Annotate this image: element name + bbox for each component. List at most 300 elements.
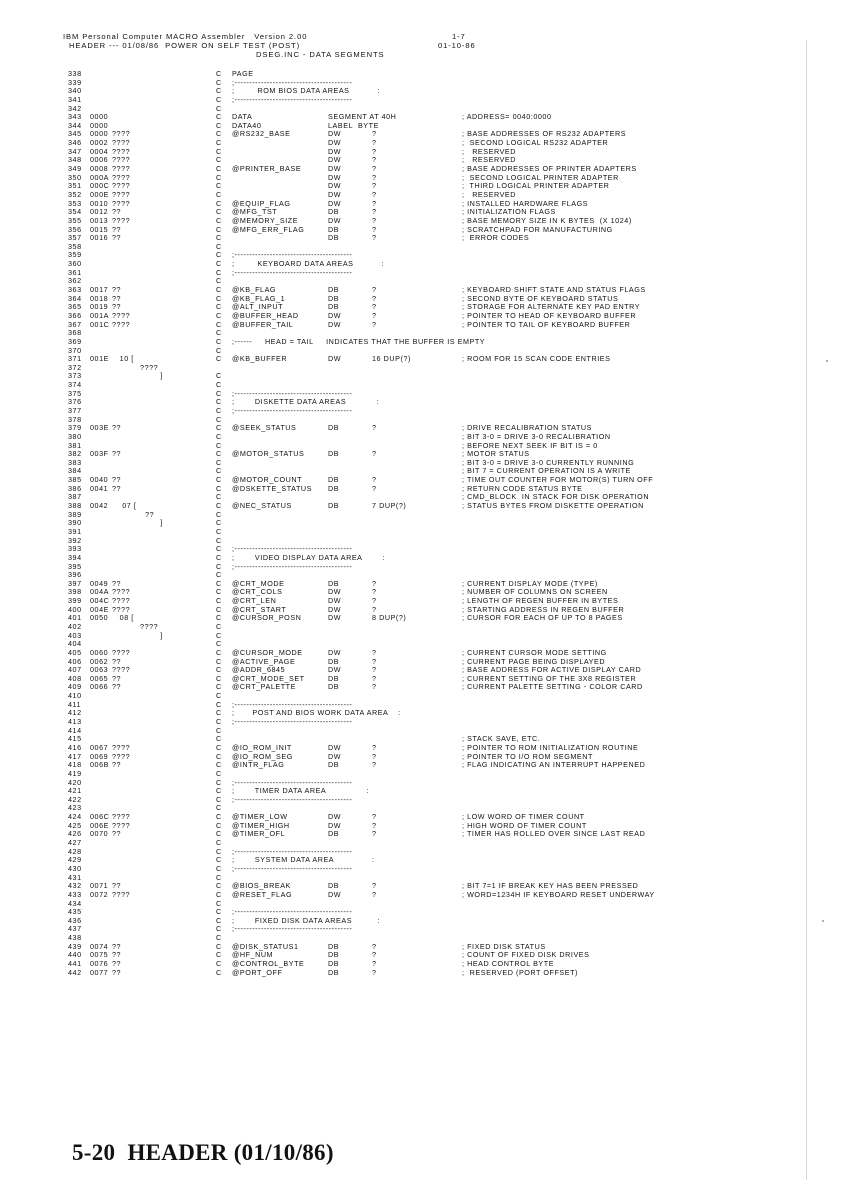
source-flag: C: [216, 958, 222, 968]
listing-line: [0, 260, 842, 269]
location-counter: 003F: [90, 449, 109, 459]
line-number: 437: [68, 924, 82, 934]
source-flag: C: [216, 872, 222, 882]
location-counter: 0063: [90, 665, 109, 675]
header-line-2-right: 01-10-86: [438, 41, 476, 50]
comment: ; LOW WORD OF TIMER COUNT: [462, 812, 585, 822]
location-counter: 0000: [90, 112, 109, 122]
operand: ?: [372, 760, 377, 770]
comment: ; CURRENT SETTING OF THE 3X8 REGISTER: [462, 673, 637, 683]
listing-line: [0, 433, 842, 442]
label: @DSKETTE_STATUS: [232, 483, 312, 493]
listing-line: [0, 251, 842, 260]
comment: ; HEAD CONTROL BYTE: [462, 958, 555, 968]
header-line-2-left: HEADER --- 01/08/86 POWER ON SELF TEST (POST): [69, 41, 301, 50]
operation: DW: [328, 310, 342, 320]
source-text: ; TIMER DATA AREA :: [232, 786, 370, 796]
source-flag: C: [216, 198, 222, 208]
label: @MEMORY_SIZE: [232, 215, 299, 225]
line-number: 382: [68, 449, 82, 459]
comment: ; CMD_BLOCK IN STACK FOR DISK OPERATION: [462, 492, 650, 502]
source-flag: C: [216, 293, 222, 303]
object-code: ??: [112, 449, 122, 459]
line-number: 422: [68, 794, 82, 804]
operation: DW: [328, 604, 342, 614]
source-flag: C: [216, 812, 222, 822]
label: @TIMER_LOW: [232, 812, 288, 822]
line-number: 407: [68, 665, 82, 675]
operation: DB: [328, 475, 340, 485]
listing-line: [0, 372, 842, 381]
source-text: ;----------------------------------------: [232, 405, 353, 415]
operand: ?: [372, 189, 377, 199]
listing-line: [0, 416, 842, 425]
label: @BUFFER_TAIL: [232, 319, 294, 329]
object-code: ????: [112, 665, 131, 675]
line-number: 431: [68, 872, 82, 882]
line-number: 347: [68, 146, 82, 156]
location-counter: 003E: [90, 423, 109, 433]
line-number: 411: [68, 699, 82, 709]
line-number: 354: [68, 207, 82, 217]
line-number: 338: [68, 69, 82, 78]
source-text: ;----------------------------------------: [232, 794, 353, 804]
listing-line: [0, 243, 842, 252]
operand: ?: [372, 198, 377, 208]
operand: ?: [372, 224, 377, 234]
source-text: ;----------------------------------------: [232, 777, 353, 787]
source-flag: C: [216, 742, 222, 752]
line-number: 365: [68, 302, 82, 312]
line-number: 369: [68, 336, 82, 346]
line-number: 376: [68, 397, 82, 407]
source-text: ;----------------------------------------: [232, 846, 353, 856]
location-counter: 0002: [90, 138, 109, 148]
source-text: ;------ HEAD = TAIL INDICATES THAT THE BUFFER IS EMPTY: [232, 336, 486, 346]
source-flag: C: [216, 544, 222, 554]
label: @KB_FLAG_1: [232, 293, 286, 303]
location-counter: 0015: [90, 224, 109, 234]
object-code: ????: [112, 198, 131, 208]
source-flag: C: [216, 915, 222, 925]
comment: ; STATUS BYTES FROM DISKETTE OPERATION: [462, 501, 644, 511]
line-number: 400: [68, 604, 82, 614]
line-number: 394: [68, 552, 82, 562]
listing-line: [0, 666, 842, 675]
operand: ?: [372, 285, 377, 295]
listing-line: [0, 277, 842, 286]
source-flag: C: [216, 267, 222, 277]
operand: ?: [372, 423, 377, 433]
operation: DB: [328, 950, 340, 960]
label: @CURSOR_MODE: [232, 647, 303, 657]
listing-line: [0, 753, 842, 762]
source-flag: C: [216, 768, 222, 778]
source-text: ; FIXED DISK DATA AREAS :: [232, 915, 381, 925]
listing-line: [0, 269, 842, 278]
operation: DB: [328, 673, 340, 683]
listing-line: [0, 796, 842, 805]
footer-title: HEADER (01/10/86): [127, 1140, 334, 1165]
source-flag: C: [216, 310, 222, 320]
location-counter: 0067: [90, 742, 109, 752]
operation: DB: [328, 760, 340, 770]
listing-line: [0, 960, 842, 969]
line-number: 433: [68, 889, 82, 899]
label: @KB_BUFFER: [232, 354, 288, 364]
source-flag: C: [216, 380, 222, 390]
operation: DW: [328, 189, 342, 199]
source-text: ;----------------------------------------: [232, 699, 353, 709]
object-code: ??: [112, 224, 122, 234]
label: @MOTOR_STATUS: [232, 449, 305, 459]
listing-line: [0, 467, 842, 476]
object-code: ????: [112, 587, 131, 597]
operand: ?: [372, 138, 377, 148]
operand: ?: [372, 647, 377, 657]
listing-line: [0, 692, 842, 701]
line-number: 352: [68, 189, 82, 199]
line-number: 360: [68, 259, 82, 269]
location-counter: 0049: [90, 578, 109, 588]
source-flag: C: [216, 898, 222, 908]
operand: ?: [372, 449, 377, 459]
line-number: 340: [68, 86, 82, 96]
line-number: 359: [68, 250, 82, 260]
source-flag: C: [216, 509, 222, 519]
source-text: ;----------------------------------------: [232, 250, 353, 260]
operation: DW: [328, 596, 342, 606]
source-flag: C: [216, 596, 222, 606]
source-flag: C: [216, 457, 222, 467]
listing-line: [0, 545, 842, 554]
listing-line: [0, 839, 842, 848]
object-code: ??: [112, 293, 122, 303]
line-number: 377: [68, 405, 82, 415]
line-number: 372: [68, 362, 82, 372]
object-code: ??: [112, 829, 122, 839]
line-number: 390: [68, 518, 82, 528]
operand: 7 DUP(?): [372, 501, 407, 511]
line-number: 419: [68, 768, 82, 778]
source-flag: C: [216, 846, 222, 856]
source-text: ;----------------------------------------: [232, 388, 353, 398]
operand: 8 DUP(?): [372, 613, 407, 623]
object-code: ??: [112, 423, 122, 433]
operation: DB: [328, 967, 340, 977]
line-number: 391: [68, 526, 82, 536]
source-flag: C: [216, 285, 222, 295]
line-number: 362: [68, 276, 82, 286]
source-flag: C: [216, 181, 222, 191]
line-number: 427: [68, 838, 82, 848]
label: @BIOS_BREAK: [232, 881, 291, 891]
comment: ; BASE ADDRESS FOR ACTIVE DISPLAY CARD: [462, 665, 642, 675]
source-flag: C: [216, 613, 222, 623]
comment: ; RETURN CODE STATUS BYTE: [462, 483, 583, 493]
operation: DW: [328, 146, 342, 156]
line-number: 366: [68, 310, 82, 320]
label: @IO_ROM_SEG: [232, 751, 293, 761]
label: @PORT_OFF: [232, 967, 283, 977]
operand: ?: [372, 319, 377, 329]
comment: ; SECOND BYTE OF KEYBOARD STATUS: [462, 293, 619, 303]
operation: DW: [328, 587, 342, 597]
source-flag: C: [216, 708, 222, 718]
source-text: ;----------------------------------------: [232, 544, 353, 554]
source-text: ;----------------------------------------: [232, 717, 353, 727]
label: @RS232_BASE: [232, 129, 291, 139]
location-counter: 006C: [90, 812, 110, 822]
comment: ; FIXED DISK STATUS: [462, 941, 546, 951]
label: @CRT_MODE_SET: [232, 673, 305, 683]
header-line-3: DSEG.INC - DATA SEGMENTS: [256, 50, 385, 59]
listing-line: [0, 519, 842, 528]
source-flag: C: [216, 786, 222, 796]
location-counter: 0000: [90, 129, 109, 139]
line-number: 342: [68, 103, 82, 113]
operand: ?: [372, 172, 377, 182]
comment: ; STARTING ADDRESS IN REGEN BUFFER: [462, 604, 625, 614]
line-number: 349: [68, 164, 82, 174]
label: @EQUIP_FLAG: [232, 198, 291, 208]
operation: DW: [328, 812, 342, 822]
listing-line: [0, 79, 842, 88]
comment: ; MOTOR STATUS: [462, 449, 530, 459]
label: @CRT_START: [232, 604, 287, 614]
operation: DB: [328, 224, 340, 234]
line-number: 417: [68, 751, 82, 761]
source-text: ; KEYBOARD DATA AREAS :: [232, 259, 385, 269]
comment: ; POINTER TO TAIL OF KEYBOARD BUFFER: [462, 319, 631, 329]
source-flag: C: [216, 69, 222, 78]
location-counter: 0019: [90, 302, 109, 312]
source-flag: C: [216, 241, 222, 251]
source-flag: C: [216, 388, 222, 398]
listing-line: [0, 424, 842, 433]
line-number: 386: [68, 483, 82, 493]
operation: DB: [328, 449, 340, 459]
source-text: ; DISKETTE DATA AREAS :: [232, 397, 380, 407]
listing-line: [0, 450, 842, 459]
label: @BUFFER_HEAD: [232, 310, 299, 320]
line-number: 423: [68, 803, 82, 813]
operand: ?: [372, 673, 377, 683]
listing-line: [0, 398, 842, 407]
line-number: 345: [68, 129, 82, 139]
listing-line: [0, 381, 842, 390]
location-counter: 000A: [90, 172, 109, 182]
location-counter: 0072: [90, 889, 109, 899]
comment: ; RESERVED: [462, 146, 516, 156]
operation: DW: [328, 319, 342, 329]
line-number: 370: [68, 345, 82, 355]
operation: DB: [328, 423, 340, 433]
operand: ?: [372, 475, 377, 485]
listing-line: [0, 865, 842, 874]
line-number: 378: [68, 414, 82, 424]
object-code: ????: [112, 812, 131, 822]
comment: ; FLAG INDICATING AN INTERRUPT HAPPENED: [462, 760, 646, 770]
comment: ; KEYBOARD SHIFT STATE AND STATUS FLAGS: [462, 285, 646, 295]
source-flag: C: [216, 578, 222, 588]
source-flag: C: [216, 466, 222, 476]
source-text: ;----------------------------------------: [232, 561, 353, 571]
object-code: ??: [112, 233, 122, 243]
line-number: 343: [68, 112, 82, 122]
source-text: ;----------------------------------------: [232, 77, 353, 87]
object-code: ??: [112, 578, 122, 588]
line-number: 434: [68, 898, 82, 908]
operand: ?: [372, 181, 377, 191]
object-code: ??: [112, 302, 122, 312]
source-flag: C: [216, 319, 222, 329]
line-number: 426: [68, 829, 82, 839]
listing-line: [0, 338, 842, 347]
operand: ?: [372, 129, 377, 139]
operand: ?: [372, 215, 377, 225]
object-code: ??: [112, 941, 122, 951]
source-flag: C: [216, 734, 222, 744]
source-flag: C: [216, 302, 222, 312]
location-counter: 0066: [90, 682, 109, 692]
label: @DISK_STATUS1: [232, 941, 299, 951]
line-number: 395: [68, 561, 82, 571]
comment: ; LENGTH OF REGEN BUFFER IN BYTES: [462, 596, 619, 606]
operation: LABEL BYTE: [328, 120, 379, 130]
line-number: 420: [68, 777, 82, 787]
label: @CRT_LEN: [232, 596, 277, 606]
location-counter: 0010: [90, 198, 109, 208]
source-flag: C: [216, 501, 222, 511]
source-text: ; VIDEO DISPLAY DATA AREA :: [232, 552, 386, 562]
operand: ?: [372, 233, 377, 243]
location-counter: 0000: [90, 120, 109, 130]
listing-line: [0, 200, 842, 209]
label: @ALT_INPUT: [232, 302, 284, 312]
comment: ; DRIVE RECALIBRATION STATUS: [462, 423, 593, 433]
source-flag: C: [216, 112, 222, 122]
source-flag: C: [216, 924, 222, 934]
location-counter: 004A: [90, 587, 109, 597]
label: @TIMER_OFL: [232, 829, 286, 839]
listing-line: [0, 908, 842, 917]
source-flag: C: [216, 155, 222, 165]
source-flag: C: [216, 639, 222, 649]
operand: ?: [372, 665, 377, 675]
listing-line: [0, 727, 842, 736]
label: @CONTROL_BYTE: [232, 958, 305, 968]
listing-line: [0, 571, 842, 580]
listing-line: [0, 459, 842, 468]
label: @MFG_ERR_FLAG: [232, 224, 305, 234]
location-counter: 0077: [90, 967, 109, 977]
source-flag: C: [216, 103, 222, 113]
comment: ; BASE ADDRESSES OF PRINTER ADAPTERS: [462, 164, 637, 174]
source-flag: C: [216, 224, 222, 234]
object-code: ????: [112, 138, 131, 148]
operation: DW: [328, 665, 342, 675]
comment: ; STACK SAVE, ETC.: [462, 734, 541, 744]
source-flag: C: [216, 604, 222, 614]
operation: DW: [328, 181, 342, 191]
line-number: 439: [68, 941, 82, 951]
object-code: ????: [112, 155, 131, 165]
listing-line: [0, 848, 842, 857]
operand: ?: [372, 941, 377, 951]
line-number: 412: [68, 708, 82, 718]
source-flag: C: [216, 889, 222, 899]
operation: DW: [328, 354, 342, 364]
operation: DB: [328, 941, 340, 951]
location-counter: 004E: [90, 604, 109, 614]
object-code: ????: [112, 596, 131, 606]
operation: DB: [328, 285, 340, 295]
location-counter: 0065: [90, 673, 109, 683]
line-number: 346: [68, 138, 82, 148]
comment: ; BIT 3-0 = DRIVE 3-0 RECALIBRATION: [462, 431, 611, 441]
line-number: 351: [68, 181, 82, 191]
object-code: ????: [112, 146, 131, 156]
operand: ?: [372, 958, 377, 968]
listing-line: [0, 485, 842, 494]
location-counter: 0016: [90, 233, 109, 243]
listing-line: [0, 407, 842, 416]
source-flag: C: [216, 587, 222, 597]
listing-line: [0, 113, 842, 122]
label: @MOTOR_COUNT: [232, 475, 303, 485]
line-number: 373: [68, 371, 82, 381]
comment: ; RESERVED (PORT OFFSET): [462, 967, 578, 977]
label: DATA40: [232, 120, 262, 130]
listing-line: [0, 226, 842, 235]
source-text: ; SYSTEM DATA AREA :: [232, 855, 375, 865]
listing-line: [0, 934, 842, 943]
line-number: 350: [68, 172, 82, 182]
operand: ?: [372, 829, 377, 839]
assembler-listing: [0, 70, 842, 977]
source-flag: C: [216, 717, 222, 727]
operation: DW: [328, 172, 342, 182]
operand: ?: [372, 881, 377, 891]
comment: ; THIRD LOGICAL PRINTER ADAPTER: [462, 181, 610, 191]
source-flag: C: [216, 431, 222, 441]
line-number: 368: [68, 328, 82, 338]
object-code: ????: [112, 164, 131, 174]
source-flag: C: [216, 250, 222, 260]
comment: ; BASE ADDRESSES OF RS232 ADAPTERS: [462, 129, 627, 139]
listing-line: [0, 770, 842, 779]
object-code: ??: [112, 656, 122, 666]
operation: DW: [328, 889, 342, 899]
label: @CURSOR_POSN: [232, 613, 302, 623]
operand: ?: [372, 587, 377, 597]
listing-line: [0, 900, 842, 909]
label: @SEEK_STATUS: [232, 423, 297, 433]
source-flag: C: [216, 950, 222, 960]
source-flag: C: [216, 863, 222, 873]
source-flag: C: [216, 207, 222, 217]
source-flag: C: [216, 760, 222, 770]
location-counter: 0042: [90, 501, 109, 511]
source-flag: C: [216, 803, 222, 813]
comment: ; BIT 7 = CURRENT OPERATION IS A WRITE: [462, 466, 631, 476]
source-text: ;----------------------------------------: [232, 907, 353, 917]
line-number: 416: [68, 742, 82, 752]
comment: ; BASE MEMORY SIZE IN K BYTES (X 1024): [462, 215, 632, 225]
line-number: 424: [68, 812, 82, 822]
source-flag: C: [216, 526, 222, 536]
